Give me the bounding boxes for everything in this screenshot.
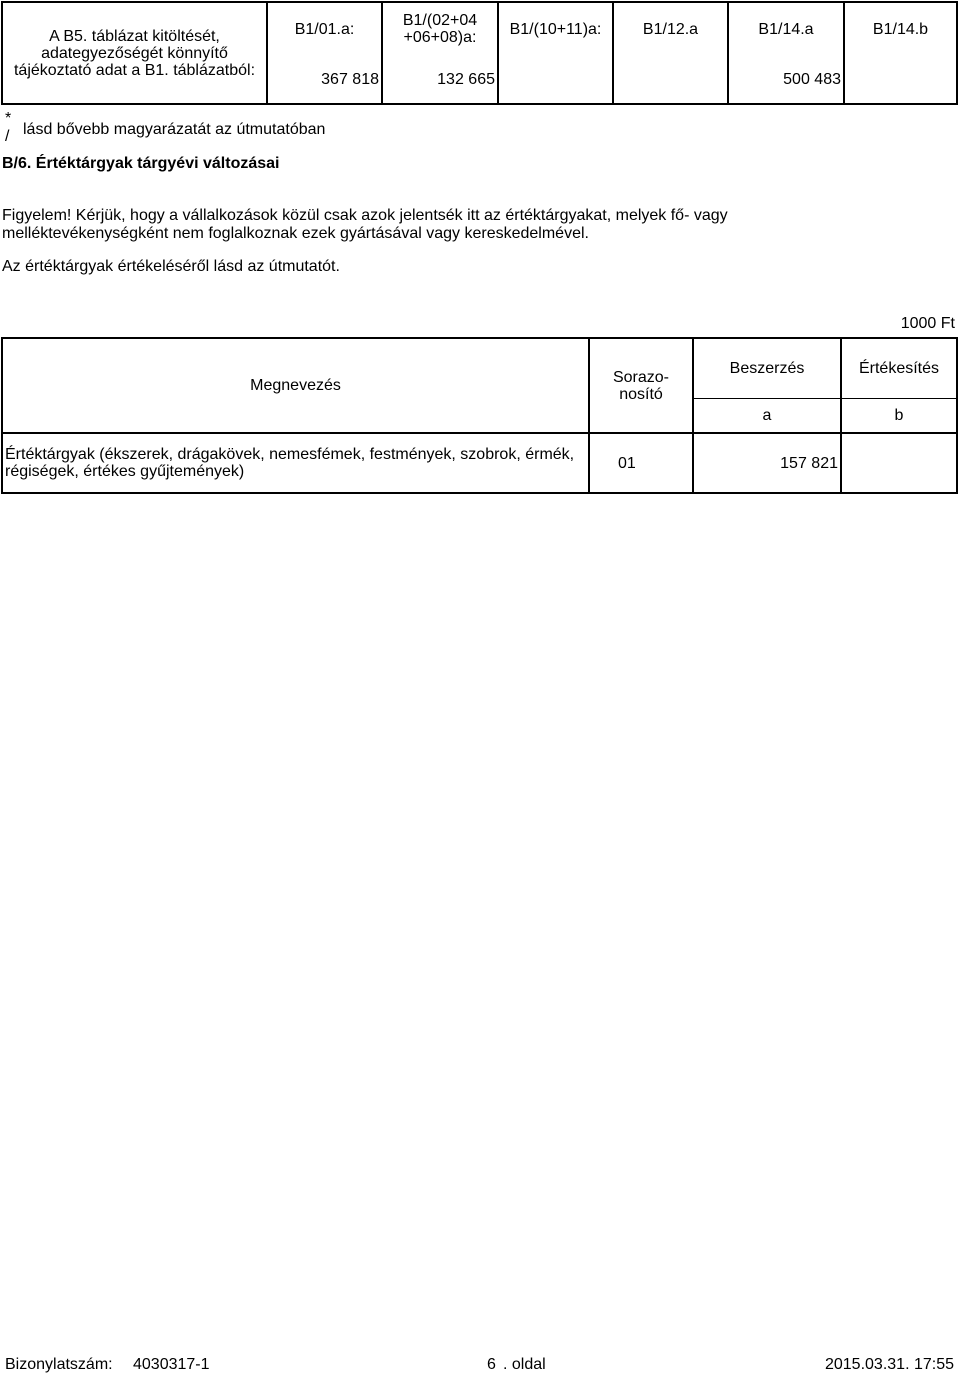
note-marker-slash: / <box>5 128 10 145</box>
summary-header: B1/14.b <box>844 2 957 55</box>
footer-doc-number: 4030317-1 <box>133 1356 210 1373</box>
note-marker-star: * <box>5 110 12 127</box>
valuables-table <box>1 337 958 494</box>
summary-header: B1/12.a <box>613 2 728 55</box>
summary-value: 132 665 <box>382 55 498 104</box>
note-text: lásd bővebb magyarázatát az útmutatóban <box>23 121 326 138</box>
summary-value <box>613 55 728 104</box>
summary-value: 500 483 <box>728 55 844 104</box>
footer-timestamp: 2015.03.31. 17:55 <box>824 1356 954 1373</box>
header-col-a: a <box>693 398 841 433</box>
row-value-b[interactable] <box>841 433 957 493</box>
valuation-note: Az értéktárgyak értékeléséről lásd az útmutatót. <box>2 258 340 275</box>
header-code: Sorazo- nosító <box>589 338 693 433</box>
table-row <box>2 433 957 493</box>
summary-value <box>498 55 613 104</box>
footer-page-suffix: . oldal <box>503 1356 546 1373</box>
header-purchase: Beszerzés <box>693 338 841 398</box>
row-code: 01 <box>589 433 693 493</box>
summary-header: B1/(10+11)a: <box>498 2 613 55</box>
summary-value: 367 818 <box>267 55 382 104</box>
summary-table <box>1 1 958 105</box>
row-value-a[interactable]: 157 821 <box>693 433 841 493</box>
summary-intro: A B5. táblázat kitöltését, adategyezőségét könnyítő tájékoztató adat a B1. táblázatból: <box>2 2 267 104</box>
footer-doc-label: Bizonylatszám: <box>5 1356 113 1373</box>
warning-text: Figyelem! Kérjük, hogy a vállalkozások közül csak azok jelentsék itt az értéktárgyakat, melyek fő- vagy melléktevékenységként nem foglalkoznak ezek gyártásával vagy kereskedelmével. <box>2 207 728 242</box>
header-col-b: b <box>841 398 957 433</box>
section-title: B/6. Értéktárgyak tárgyévi változásai <box>2 155 280 172</box>
header-name: Megnevezés <box>2 338 589 433</box>
summary-value <box>844 55 957 104</box>
summary-header: B1/01.a: <box>267 2 382 55</box>
unit-label: 1000 Ft <box>900 315 955 332</box>
footer-page-number: 6 <box>487 1356 496 1373</box>
summary-header: B1/14.a <box>728 2 844 55</box>
summary-header: B1/(02+04 +06+08)a: <box>382 2 498 55</box>
row-name: Értéktárgyak (ékszerek, drágakövek, nemesfémek, festmények, szobrok, érmék, régiségek, értékes gyűjtemények) <box>2 433 589 493</box>
header-sale: Értékesítés <box>841 338 957 398</box>
